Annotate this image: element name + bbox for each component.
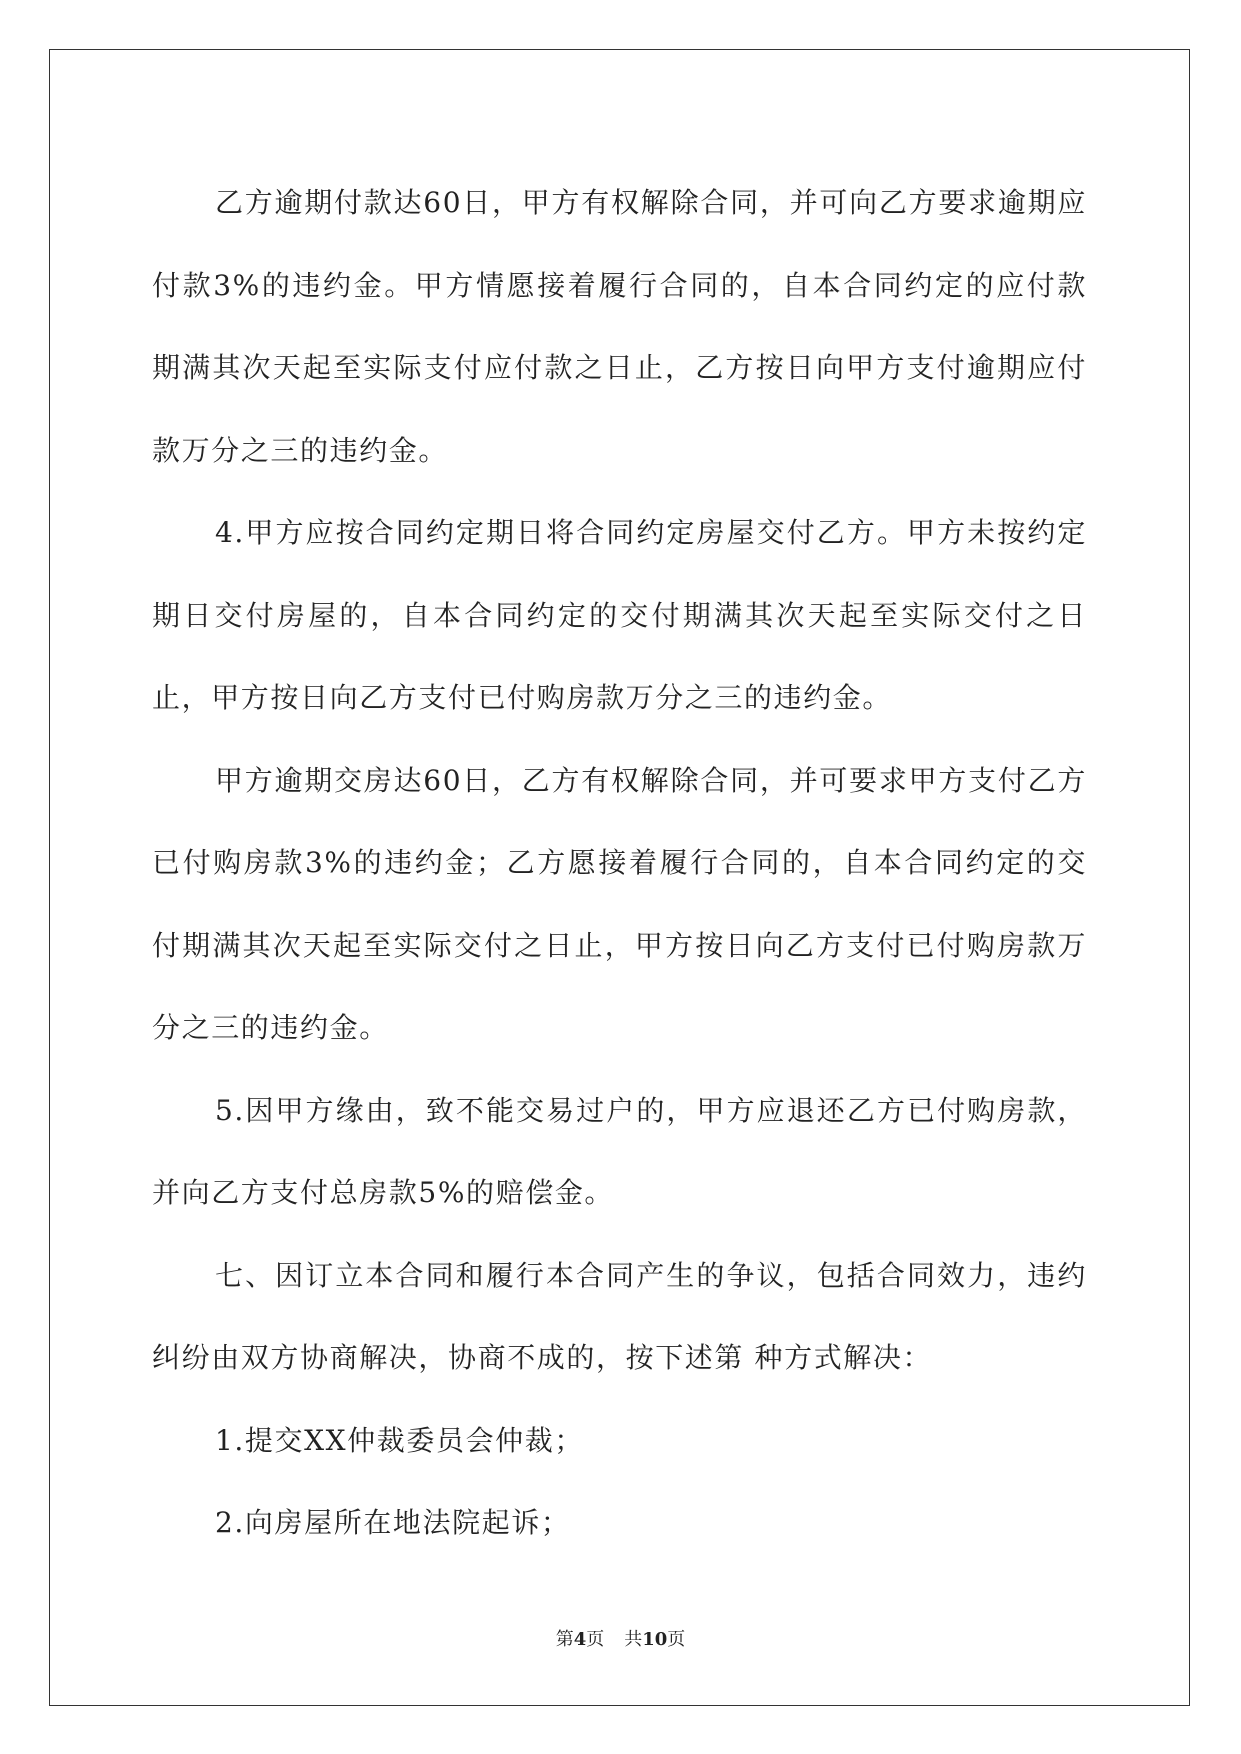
page-prefix: 第	[555, 1629, 574, 1650]
paragraph-overdue-delivery: 甲方逾期交房达60日，乙方有权解除合同，并可要求甲方支付乙方已付购房款3%的违约金；乙方愿接着履行合同的，自本合同约定的交付期满其次天起至实际交付之日止，甲方按日向乙方支付已付购房款万分之三的违约金。	[152, 763, 1087, 1044]
list-item-arbitration: 1.提交XX仲裁委员会仲裁；	[215, 1423, 584, 1457]
paragraph-transfer-failure: 5.因甲方缘由，致不能交易过户的，甲方应退还乙方已付购房款，并向乙方支付总房款5%的赔偿金。	[152, 1093, 1087, 1209]
list-item-litigation: 2.向房屋所在地法院起诉；	[215, 1506, 571, 1539]
paragraph-overdue-payment: 乙方逾期付款达60日，甲方有权解除合同，并可向乙方要求逾期应付款3%的违约金。甲方情愿接着履行合同的，自本合同约定的应付款期满其次天起至实际支付应付款之日止，乙方按日向甲方支付逾期应付款万分之三的违约金。	[152, 186, 1087, 467]
total-suffix: 页	[667, 1629, 686, 1650]
total-pages: 10	[642, 1629, 668, 1650]
paragraph-delivery-obligation: 4.甲方应按合同约定期日将合同约定房屋交付乙方。甲方未按约定期日交付房屋的，自本合同约定的交付期满其次天起至实际交付之日止，甲方按日向乙方支付已付购房款万分之三的违约金。	[152, 516, 1087, 714]
page-suffix: 页	[586, 1629, 605, 1650]
document-body	[152, 162, 1087, 1565]
page-footer	[0, 1625, 1241, 1651]
paragraph-dispute-resolution: 七、因订立本合同和履行本合同产生的争议，包括合同效力，违约纠纷由双方协商解决，协商不成的，按下述第 种方式解决：	[152, 1258, 1087, 1374]
total-prefix: 共	[624, 1629, 643, 1650]
page-number: 4	[573, 1629, 587, 1650]
